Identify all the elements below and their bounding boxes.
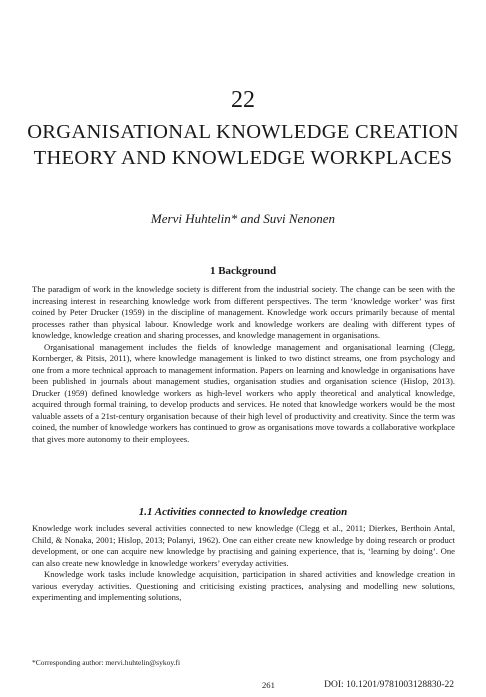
page-number: 261 <box>262 680 275 690</box>
activities-section-body <box>32 523 455 604</box>
paragraph: Knowledge work includes several activities connected to new knowledge (Clegg et al., 2011; Dierkes, Berthoin Antal, Child, & Nonaka, 2001; Hislop, 2013; Polanyi, 1962). One can either create new knowledge by doing research or product development, or one can acquire new knowledge by practising and gaining experience, that is, ‘learning by doing’. One can also create new knowledge in knowledge workers’ everyday activities. <box>32 523 455 568</box>
doi-reference: DOI: 10.1201/9781003128830-22 <box>324 680 454 690</box>
paragraph: The paradigm of work in the knowledge society is different from the industrial society. The change can be seen with the increasing interest in researching knowledge work from different perspectives. The term ‘knowledge worker’ was first coined by Peter Drucker (1959) in the discipline of management. Knowledge work occurs primarily because of mental processes rather than physical labour. Knowledge work and knowledge workers are dealing with different types of knowledge, knowledge creation and sharing processes, and knowledge management in organisations. <box>32 284 455 340</box>
chapter-number: 22 <box>231 87 255 113</box>
paragraph: Organisational management includes the fields of knowledge management and organisational learning (Clegg, Kornberger, & Pitsis, 2011), where knowledge management is linked to two distinct streams, one from psychology and one from a more technical approach to management information. Papers on learning and knowledge in organisations have been published in journals about management studies, organisation studies and organisation science (Hislop, 2013). Drucker (1959) defined knowledge workers as high-level workers who apply theoretical and analytical knowledge, acquired through formal training, to develop products and services. He noted that knowledge workers would be the most valuable assets of a 21st-century organisation because of their high level of productivity and creativity. Since the term was coined, the number of knowledge workers has continued to grow as organisations move towards a collaborative workplace that gives more autonomy to their employees. <box>32 341 455 444</box>
section-heading-background: 1 Background <box>209 265 277 277</box>
corresponding-author-footnote: *Corresponding author: mervi.huhtelin@sykoy.fi <box>32 658 181 667</box>
chapter-title: ORGANISATIONAL KNOWLEDGE CREATION THEORY AND KNOWLEDGE WORKPLACES <box>27 121 459 169</box>
paragraph: Knowledge work tasks include knowledge acquisition, participation in shared activities and knowledge creation in various everyday activities. Questioning and criticising existing practices, analysing and modelling new solutions, experimenting and implementing solutions, <box>32 569 455 602</box>
subsection-heading-activities: 1.1 Activities connected to knowledge creation <box>138 506 348 518</box>
background-section-body <box>32 284 455 445</box>
chapter-authors: Mervi Huhtelin* and Suvi Nenonen <box>150 211 336 226</box>
